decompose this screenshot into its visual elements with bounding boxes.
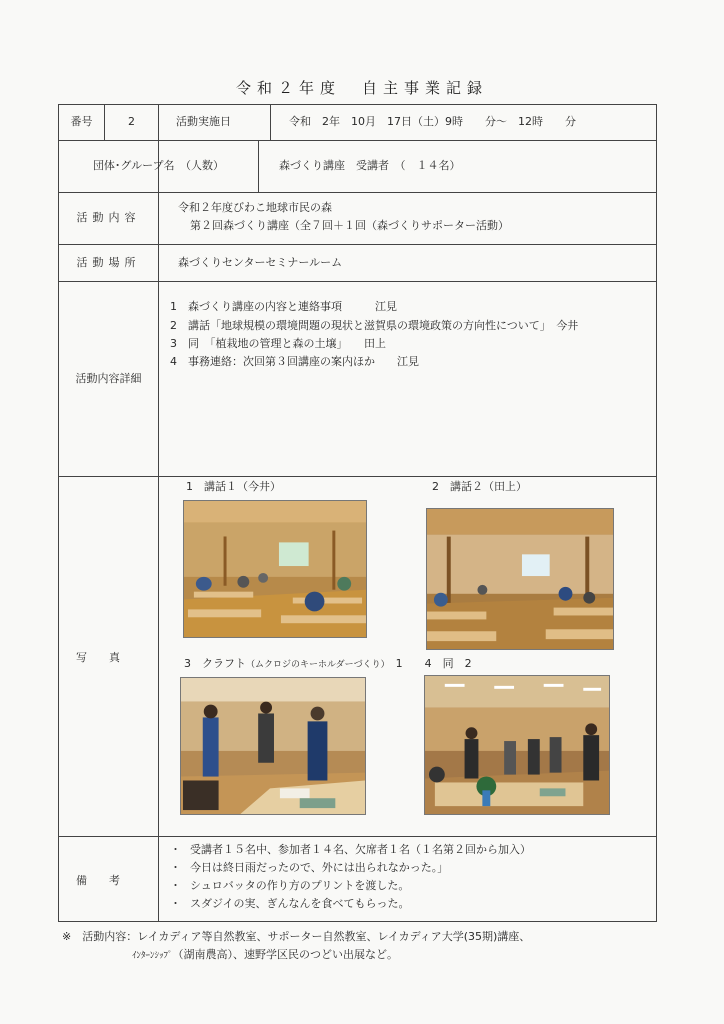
remarks-label: 備 考 xyxy=(76,874,120,887)
column-divider xyxy=(258,140,259,192)
row-divider xyxy=(58,192,657,193)
date-value: 令和 2年 10月 17日（土）9時 分～ 12時 分 xyxy=(289,115,576,128)
photo-caption-3-main: 3 クラフト xyxy=(184,657,246,670)
page-title: 令和２年度 自主事業記録 xyxy=(235,79,488,97)
footer-note-rest: （湖南農高）、速野学区民のつどい出展など。 xyxy=(172,948,399,961)
group-label: 団体･グループ名 （人数） xyxy=(92,159,225,172)
remark-bullet: ・ xyxy=(170,861,181,874)
footer-note-line-1: ※ 活動内容：レイカディア等自然教室、サポーター自然教室、レイカディア大学(35期)講座、 xyxy=(62,930,531,943)
photo-caption-3-sub: （ムクロジのキーホルダーづくり） xyxy=(246,660,390,670)
place-label: 活動場所 xyxy=(76,256,141,269)
content-line-2: 第２回森づくり講座（全７回＋１回（森づくりサポーター活動） xyxy=(190,219,509,232)
remark-item xyxy=(170,877,409,893)
remark-text: シュロバッタの作り方のプリントを渡した。 xyxy=(190,879,410,892)
group-value: 森づくり講座 受講者 （ １４名） xyxy=(279,159,461,172)
number-label: 番号 xyxy=(70,115,93,128)
remark-bullet: ・ xyxy=(170,843,181,856)
photo-lecture-1 xyxy=(183,500,367,638)
row-divider xyxy=(58,244,657,245)
remark-text: 受講者１５名中、参加者１４名、欠席者１名（１名第２回から加入） xyxy=(190,843,531,856)
details-label: 活動内容詳細 xyxy=(75,372,142,385)
footer-internship: ｲﾝﾀｰﾝｼｯﾌﾟ xyxy=(132,951,173,961)
photo-lecture-2 xyxy=(426,508,614,650)
content-label: 活動内容 xyxy=(76,211,141,224)
remark-bullet: ・ xyxy=(170,879,181,892)
detail-item: 1 森づくり講座の内容と連絡事項 江見 xyxy=(170,300,397,313)
detail-item: 4 事務連絡：次回第３回講座の案内ほか 江見 xyxy=(170,355,419,368)
remark-text: スダジイの実、ぎんなんを食べてもらった。 xyxy=(190,897,410,910)
remark-bullet: ・ xyxy=(170,897,181,910)
row-divider xyxy=(58,140,657,141)
detail-item: 3 同 「植栽地の管理と森の土壌」 田上 xyxy=(170,337,386,350)
column-divider xyxy=(158,104,159,922)
detail-item: 2 講話「地球規模の環境問題の現状と滋賀県の環境政策の方向性について」 今井 xyxy=(170,319,579,332)
photo-craft-1 xyxy=(180,677,366,815)
photo-caption-2: 2 講話２（田上） xyxy=(432,480,527,493)
number-value: 2 xyxy=(128,115,135,128)
content-line-1: 令和２年度びわこ地球市民の森 xyxy=(178,201,332,214)
row-divider xyxy=(58,836,657,837)
row-divider xyxy=(58,281,657,282)
column-divider xyxy=(270,104,271,140)
photo-caption-3 xyxy=(184,655,472,671)
photos-label: 写 真 xyxy=(76,651,120,664)
footer-note-line-2 xyxy=(132,946,398,962)
remark-text: 今日は終日雨だったので、外には出られなかった。」 xyxy=(190,861,449,874)
remark-item xyxy=(170,895,409,911)
photo-caption-1: 1 講話１（今井） xyxy=(186,480,281,493)
photo-caption-3-tail: 1 4 同 2 xyxy=(395,657,472,670)
place-value: 森づくりセンターセミナールーム xyxy=(178,256,343,269)
date-label: 活動実施日 xyxy=(176,115,231,128)
remark-item xyxy=(170,859,448,875)
remark-item xyxy=(170,841,531,857)
row-divider xyxy=(58,476,657,477)
photo-craft-2 xyxy=(424,675,610,815)
